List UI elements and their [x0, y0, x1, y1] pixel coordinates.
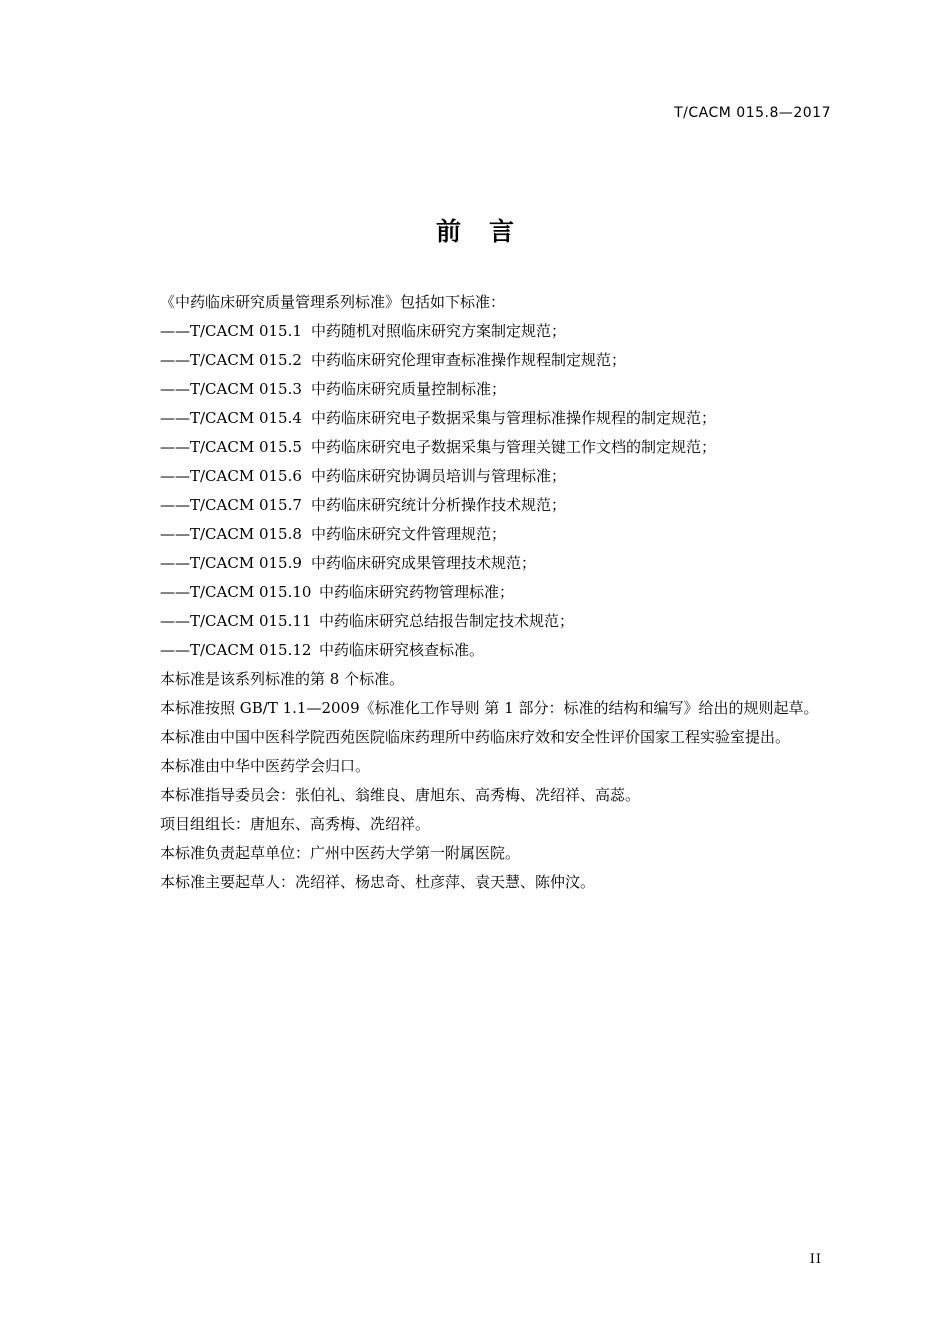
- drafting-rule-paragraph: 本标准按照 GB/T 1.1—2009《标准化工作导则 第 1 部分：标准的结构和编写》给出的规则起草。: [160, 699, 819, 717]
- list-item: [127, 462, 827, 491]
- standard-code: ——T/CACM 015.5: [160, 438, 302, 456]
- administrator-paragraph: 本标准由中华中医药学会归口。: [160, 757, 371, 775]
- standard-code: ——T/CACM 015.3: [160, 380, 302, 398]
- standard-name: 中药临床研究核查标准。: [319, 641, 485, 659]
- standard-code: ——T/CACM 015.4: [160, 409, 302, 427]
- document-code: T/CACM 015.8—2017: [674, 105, 831, 121]
- standard-name: 中药临床研究协调员培训与管理标准；: [311, 467, 567, 485]
- standard-name: 中药临床研究质量控制标准；: [311, 380, 507, 398]
- standard-code: ——T/CACM 015.8: [160, 525, 302, 543]
- list-item: [127, 375, 827, 404]
- foreword-body: [127, 288, 827, 897]
- standard-name: 中药临床研究文件管理规范；: [311, 525, 507, 543]
- standard-name: 中药临床研究总结报告制定技术规范；: [319, 612, 575, 630]
- standard-code: ——T/CACM 015.12: [160, 641, 312, 659]
- standard-name: 中药临床研究电子数据采集与管理标准操作规程的制定规范；: [311, 409, 717, 427]
- proposer-paragraph: 本标准由中国中医科学院西苑医院临床药理所中药临床疗效和安全性评价国家工程实验室提出。: [160, 728, 791, 746]
- standard-code: ——T/CACM 015.11: [160, 612, 312, 630]
- list-item: [127, 607, 827, 636]
- list-item: [127, 317, 827, 346]
- series-position-paragraph: 本标准是该系列标准的第 8 个标准。: [160, 670, 405, 688]
- page-title: 前言: [435, 217, 542, 246]
- standard-code: ——T/CACM 015.2: [160, 351, 302, 369]
- steering-committee-paragraph: 本标准指导委员会：张伯礼、翁维良、唐旭东、高秀梅、冼绍祥、高蕊。: [160, 786, 641, 804]
- intro-paragraph: 《中药临床研究质量管理系列标准》包括如下标准：: [160, 293, 506, 311]
- main-drafters-paragraph: 本标准主要起草人：冼绍祥、杨忠奇、杜彦萍、袁天慧、陈仲汶。: [160, 873, 596, 891]
- list-item: [127, 433, 827, 462]
- project-leaders-paragraph: 项目组组长：唐旭东、高秀梅、冼绍祥。: [160, 815, 431, 833]
- standard-code: ——T/CACM 015.7: [160, 496, 302, 514]
- list-item: [127, 404, 827, 433]
- list-item: [127, 491, 827, 520]
- standard-code: ——T/CACM 015.10: [160, 583, 312, 601]
- page-number: II: [809, 1252, 822, 1267]
- list-item: [127, 578, 827, 607]
- standard-name: 中药临床研究伦理审查标准操作规程制定规范；: [311, 351, 627, 369]
- standard-code: ——T/CACM 015.1: [160, 322, 302, 340]
- standard-name: 中药随机对照临床研究方案制定规范；: [311, 322, 567, 340]
- list-item: [127, 549, 827, 578]
- standard-code: ——T/CACM 015.9: [160, 554, 302, 572]
- standard-name: 中药临床研究药物管理标准；: [319, 583, 515, 601]
- standard-name: 中药临床研究电子数据采集与管理关键工作文档的制定规范；: [311, 438, 717, 456]
- standard-code: ——T/CACM 015.6: [160, 467, 302, 485]
- list-item: [127, 346, 827, 375]
- standards-list: [127, 317, 827, 665]
- list-item: [127, 520, 827, 549]
- drafting-unit-paragraph: 本标准负责起草单位：广州中医药大学第一附属医院。: [160, 844, 521, 862]
- standard-name: 中药临床研究成果管理技术规范；: [311, 554, 537, 572]
- standard-name: 中药临床研究统计分析操作技术规范；: [311, 496, 567, 514]
- list-item: [127, 636, 827, 665]
